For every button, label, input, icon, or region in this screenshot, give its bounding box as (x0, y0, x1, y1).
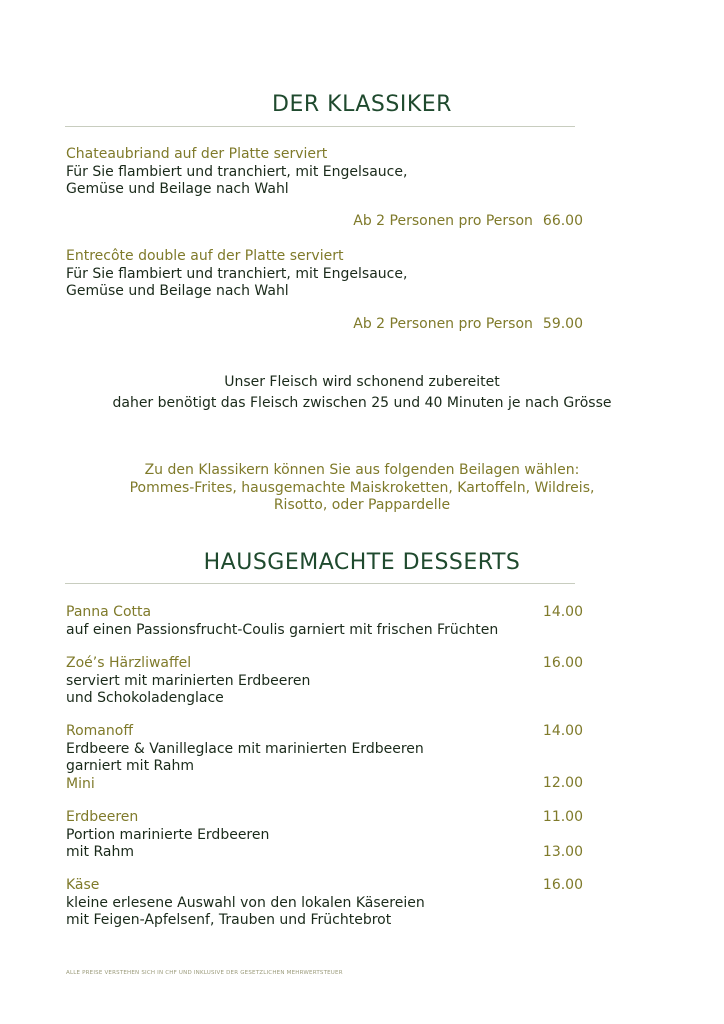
romanoff-desc-1: Erdbeere & Vanilleglace mit marinierten Erdbeeren (66, 740, 424, 757)
chateaubriand-item (66, 146, 407, 199)
chateaubriand-name: Chateaubriand auf der Platte serviert (66, 146, 328, 162)
waffel-desc-2: und Schokoladenglace (66, 690, 224, 706)
romanoff-name: Romanoff (66, 723, 133, 739)
entrecote-price-row (0, 316, 583, 332)
romanoff-item (66, 723, 424, 793)
sides-note (0, 462, 724, 515)
romanoff-mini-price: 12.00 (542, 775, 583, 791)
desserts-heading: HAUSGEMACHTE DESSERTS (203, 550, 521, 575)
erdbeeren-name: Erdbeeren (66, 809, 139, 825)
meat-preparation-note (0, 372, 724, 413)
panna-cotta-item (66, 604, 498, 639)
erdbeeren-price: 11.00 (542, 809, 583, 825)
waffel-item (66, 655, 310, 708)
entrecote-item (66, 248, 407, 301)
chateaubriand-desc-2: Gemüse und Beilage nach Wahl (66, 181, 289, 197)
panna-cotta-desc: auf einen Passionsfrucht-Coulis garniert mit frischen Früchten (66, 621, 499, 638)
romanoff-mini-label: Mini (66, 775, 95, 792)
desserts-divider (65, 583, 575, 584)
entrecote-desc-2: Gemüse und Beilage nach Wahl (66, 283, 289, 299)
entrecote-price-note: Ab 2 Personen pro Person (353, 316, 533, 332)
klassiker-heading: DER KLASSIKER (272, 92, 452, 117)
romanoff-price: 14.00 (542, 723, 583, 739)
entrecote-name: Entrecôte double auf der Platte serviert (66, 248, 344, 264)
chateaubriand-desc-1: Für Sie flambiert und tranchiert, mit Engelsauce, (66, 163, 408, 180)
kaese-desc-1: kleine erlesene Auswahl von den lokalen Käsereien (66, 894, 425, 911)
meat-note-line-2: daher benötigt das Fleisch zwischen 25 und 40 Minuten je nach Grösse (112, 394, 612, 411)
meat-note-line-1: Unser Fleisch wird schonend zubereitet (224, 374, 500, 390)
panna-cotta-name: Panna Cotta (66, 604, 152, 620)
waffel-name: Zoé’s Härzliwaffel (66, 655, 192, 671)
panna-cotta-price: 14.00 (542, 604, 583, 620)
entrecote-price: 59.00 (542, 316, 583, 332)
chateaubriand-price-row (0, 213, 583, 229)
sides-note-line-2: Pommes-Frites, hausgemachte Maiskroketten, Kartoffeln, Wildreis, (129, 479, 595, 496)
erdbeeren-item (66, 809, 269, 862)
kaese-name: Käse (66, 877, 100, 893)
erdbeeren-desc-1: Portion marinierte Erdbeeren (66, 826, 270, 843)
waffel-price: 16.00 (542, 655, 583, 671)
klassiker-divider (65, 126, 575, 127)
erdbeeren-rahm-price: 13.00 (542, 844, 583, 860)
erdbeeren-desc-2: mit Rahm (66, 844, 134, 860)
sides-note-line-1: Zu den Klassikern können Sie aus folgenden Beilagen wählen: (144, 462, 580, 478)
kaese-desc-2: mit Feigen-Apfelsenf, Trauben und Früchtebrot (66, 912, 392, 928)
chateaubriand-price: 66.00 (542, 213, 583, 229)
price-footnote: ALLE PREISE VERSTEHEN SICH IN CHF UND INKLUSIVE DER GESETZLICHEN MEHRWERTSTEUER (66, 970, 343, 976)
kaese-price: 16.00 (542, 877, 583, 893)
entrecote-desc-1: Für Sie flambiert und tranchiert, mit Engelsauce, (66, 265, 408, 282)
sides-note-line-3: Risotto, oder Pappardelle (273, 497, 451, 513)
romanoff-desc-2: garniert mit Rahm (66, 758, 195, 774)
waffel-desc-1: serviert mit marinierten Erdbeeren (66, 672, 311, 689)
kaese-item (66, 877, 425, 930)
chateaubriand-price-note: Ab 2 Personen pro Person (353, 213, 533, 229)
